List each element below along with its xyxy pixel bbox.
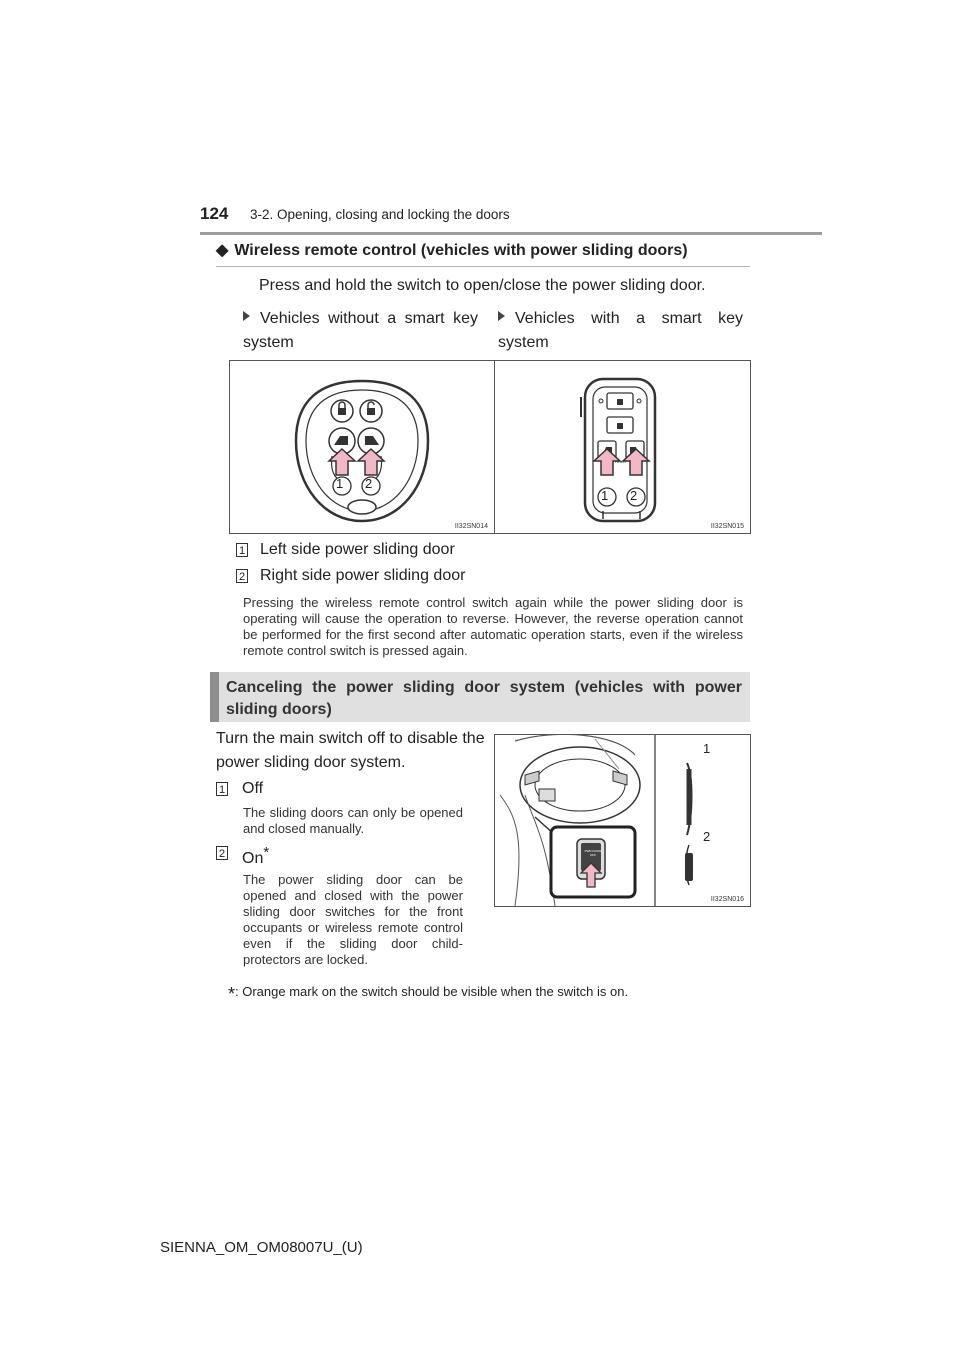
wireless-intro: Press and hold the switch to open/close the power sliding door. bbox=[259, 277, 706, 294]
switch-state-off bbox=[216, 777, 486, 801]
triangle-bullet-icon bbox=[498, 311, 505, 321]
figure-main-switch bbox=[494, 734, 751, 907]
legend-item bbox=[236, 564, 536, 588]
wireless-remote-heading-text: Wireless remote control (vehicles with power sliding doors) bbox=[234, 242, 688, 259]
footnote-text: : Orange mark on the switch should be visible when the switch is on. bbox=[235, 984, 629, 999]
figure-code: II32SN016 bbox=[710, 896, 744, 903]
legend-number-box: 1 bbox=[236, 543, 248, 557]
variant-right-label: Vehicles with a smart key system bbox=[498, 310, 743, 351]
callout-1-label: 1 bbox=[703, 741, 711, 756]
page-number: 124 bbox=[200, 204, 229, 223]
callout-1-label: 1 bbox=[601, 488, 609, 503]
callout-2-label: 2 bbox=[703, 829, 711, 844]
legend-text: Right side power sliding door bbox=[260, 567, 466, 584]
triangle-bullet-icon bbox=[243, 311, 250, 321]
item-description: The sliding doors can only be opened and closed manually. bbox=[243, 805, 463, 836]
dashboard-illustration bbox=[495, 735, 750, 906]
footnote-asterisk: * bbox=[228, 984, 236, 1004]
legend-item bbox=[236, 538, 536, 562]
diamond-bullet-icon: ◆ bbox=[216, 242, 229, 259]
item-number-box: 2 bbox=[216, 846, 228, 860]
legend-number-box: 2 bbox=[236, 569, 248, 583]
variant-with-smart-key bbox=[498, 307, 743, 355]
callout-2-label: 2 bbox=[630, 488, 638, 503]
callout-2-label: 2 bbox=[365, 476, 373, 491]
figure-smart-key bbox=[494, 360, 751, 534]
key-fob-illustration bbox=[230, 361, 494, 533]
document-footer: SIENNA_OM_OM08007U_(U) bbox=[160, 1239, 363, 1256]
variant-left-label: Vehicles without a smart key system bbox=[243, 310, 478, 351]
item-description: The power sliding door can be opened and closed with the power sliding door switches for the front occupants or wireless remote control even if the sliding door child-protectors are locked. bbox=[243, 872, 463, 967]
callout-1-label: 1 bbox=[336, 476, 344, 491]
variant-without-smart-key bbox=[243, 307, 478, 355]
section-title: Canceling the power sliding door system (vehicles with power sliding doors) bbox=[226, 679, 742, 718]
smart-key-illustration bbox=[495, 361, 750, 533]
asterisk-mark: * bbox=[263, 844, 270, 861]
item-label: Off bbox=[242, 780, 264, 797]
subheading-divider bbox=[216, 266, 750, 267]
cancel-intro: Turn the main switch off to disable the power sliding door system. bbox=[216, 730, 485, 771]
figure-remote-without-smart-key bbox=[229, 360, 495, 534]
footnote bbox=[228, 984, 628, 1005]
reverse-operation-note: Pressing the wireless remote control switch again while the power sliding door is operating will cause the operation to reverse. However, the reverse operation cannot be performed for the first second after automatic operation starts, even if the wireless remote control switch is pressed again. bbox=[243, 595, 743, 658]
item-number-box: 1 bbox=[216, 782, 228, 796]
wireless-remote-heading bbox=[216, 240, 688, 260]
section-accent bbox=[210, 672, 219, 722]
chapter-title: 3-2. Opening, closing and locking the doors bbox=[250, 207, 510, 222]
header-divider bbox=[200, 232, 822, 235]
item-label: On bbox=[242, 850, 264, 867]
hold-label: HOLD bbox=[615, 459, 627, 464]
switch-state-on bbox=[216, 841, 486, 871]
switch-label: PWR DOOR OFF bbox=[584, 849, 602, 857]
figure-code: II32SN014 bbox=[454, 523, 488, 530]
legend-text: Left side power sliding door bbox=[260, 541, 455, 558]
figure-code: II32SN015 bbox=[710, 523, 744, 530]
section-header-bar bbox=[210, 672, 750, 722]
